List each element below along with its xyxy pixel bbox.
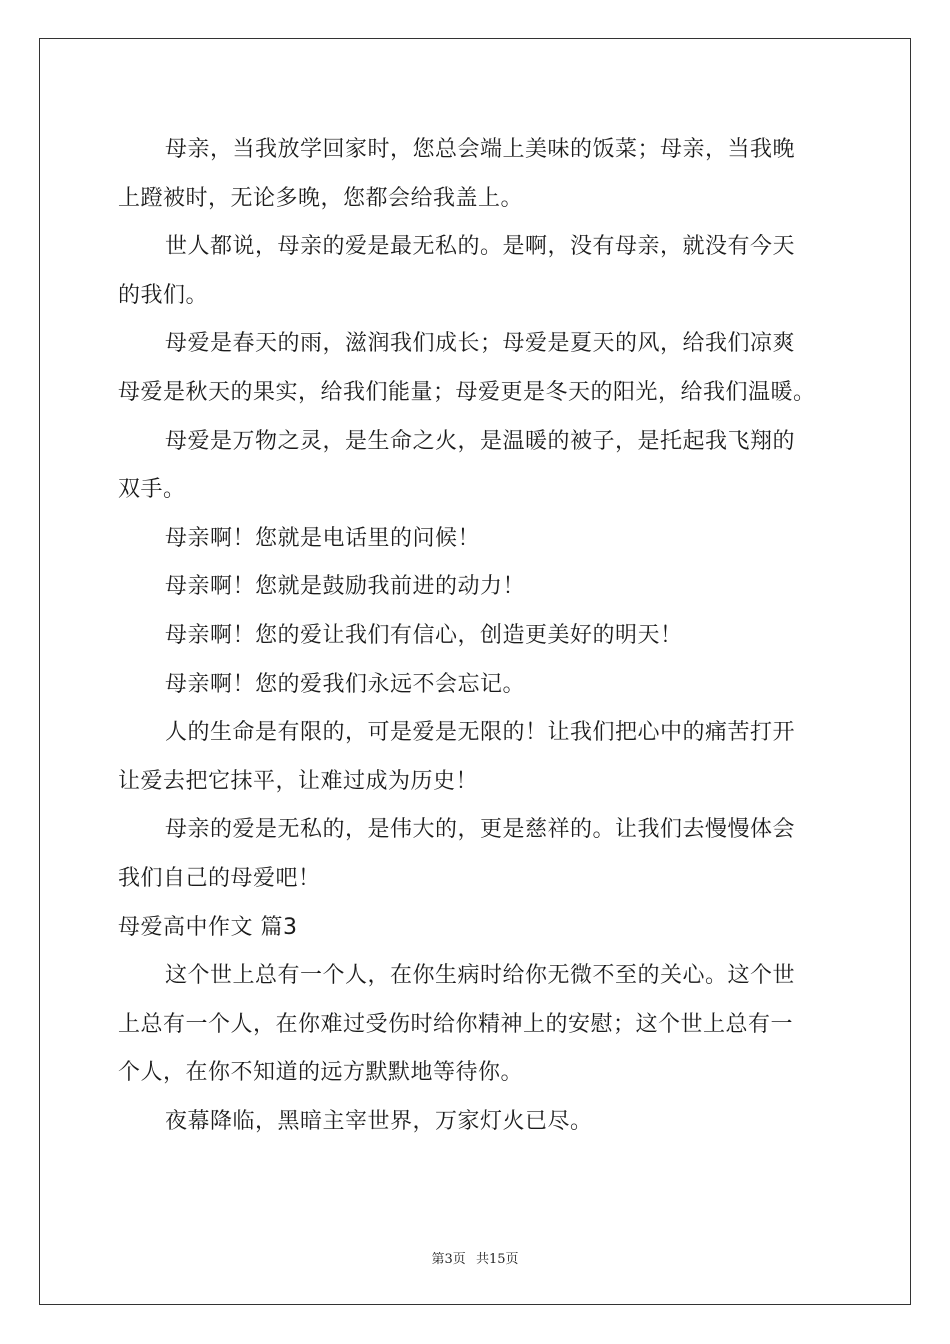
text-line: 让爱去把它抹平，让难过成为历史！ <box>118 768 479 794</box>
text-line: 这个世上总有一个人，在你生病时给你无微不至的关心。这个世 <box>165 963 796 989</box>
text-line: 的我们。 <box>118 282 209 308</box>
section-heading: 母爱高中作文 篇3 <box>118 914 298 940</box>
text-line: 母爱是万物之灵，是生命之火，是温暖的被子，是托起我飞翔的 <box>165 428 796 454</box>
text-line: 母亲啊！您就是电话里的问候！ <box>165 525 481 551</box>
text-line: 人的生命是有限的，可是爱是无限的！让我们把心中的痛苦打开 <box>165 720 796 746</box>
text-line: 双手。 <box>118 477 186 503</box>
text-line: 母爱是秋天的果实，给我们能量；母爱更是冬天的阳光，给我们温暖。 <box>118 379 816 405</box>
text-line: 个人，在你不知道的远方默默地等待你。 <box>118 1060 524 1086</box>
text-line: 母爱是春天的雨，滋润我们成长；母爱是夏天的风，给我们凉爽 <box>165 331 796 357</box>
text-line: 母亲啊！您的爱让我们有信心，创造更美好的明天！ <box>165 622 683 648</box>
text-line: 世人都说，母亲的爱是最无私的。是啊，没有母亲，就没有今天 <box>165 234 796 260</box>
page-number: 第3页 <box>431 1252 466 1267</box>
text-line: 上总有一个人，在你难过受伤时给你精神上的安慰；这个世上总有一 <box>118 1011 794 1037</box>
page-total: 共15页 <box>475 1252 519 1267</box>
text-line: 上蹬被时，无论多晚，您都会给我盖上。 <box>118 185 524 211</box>
text-line: 母亲啊！您就是鼓励我前进的动力！ <box>165 574 526 600</box>
text-line: 母亲啊！您的爱我们永远不会忘记。 <box>165 671 526 697</box>
document-body <box>118 126 838 1146</box>
text-line: 母亲的爱是无私的，是伟大的，更是慈祥的。让我们去慢慢体会 <box>165 817 796 843</box>
text-line: 夜幕降临，黑暗主宰世界，万家灯火已尽。 <box>165 1108 593 1134</box>
page-footer <box>0 1248 950 1267</box>
text-line: 我们自己的母爱吧！ <box>118 865 321 891</box>
text-line: 母亲，当我放学回家时，您总会端上美味的饭菜；母亲，当我晚 <box>165 137 796 162</box>
